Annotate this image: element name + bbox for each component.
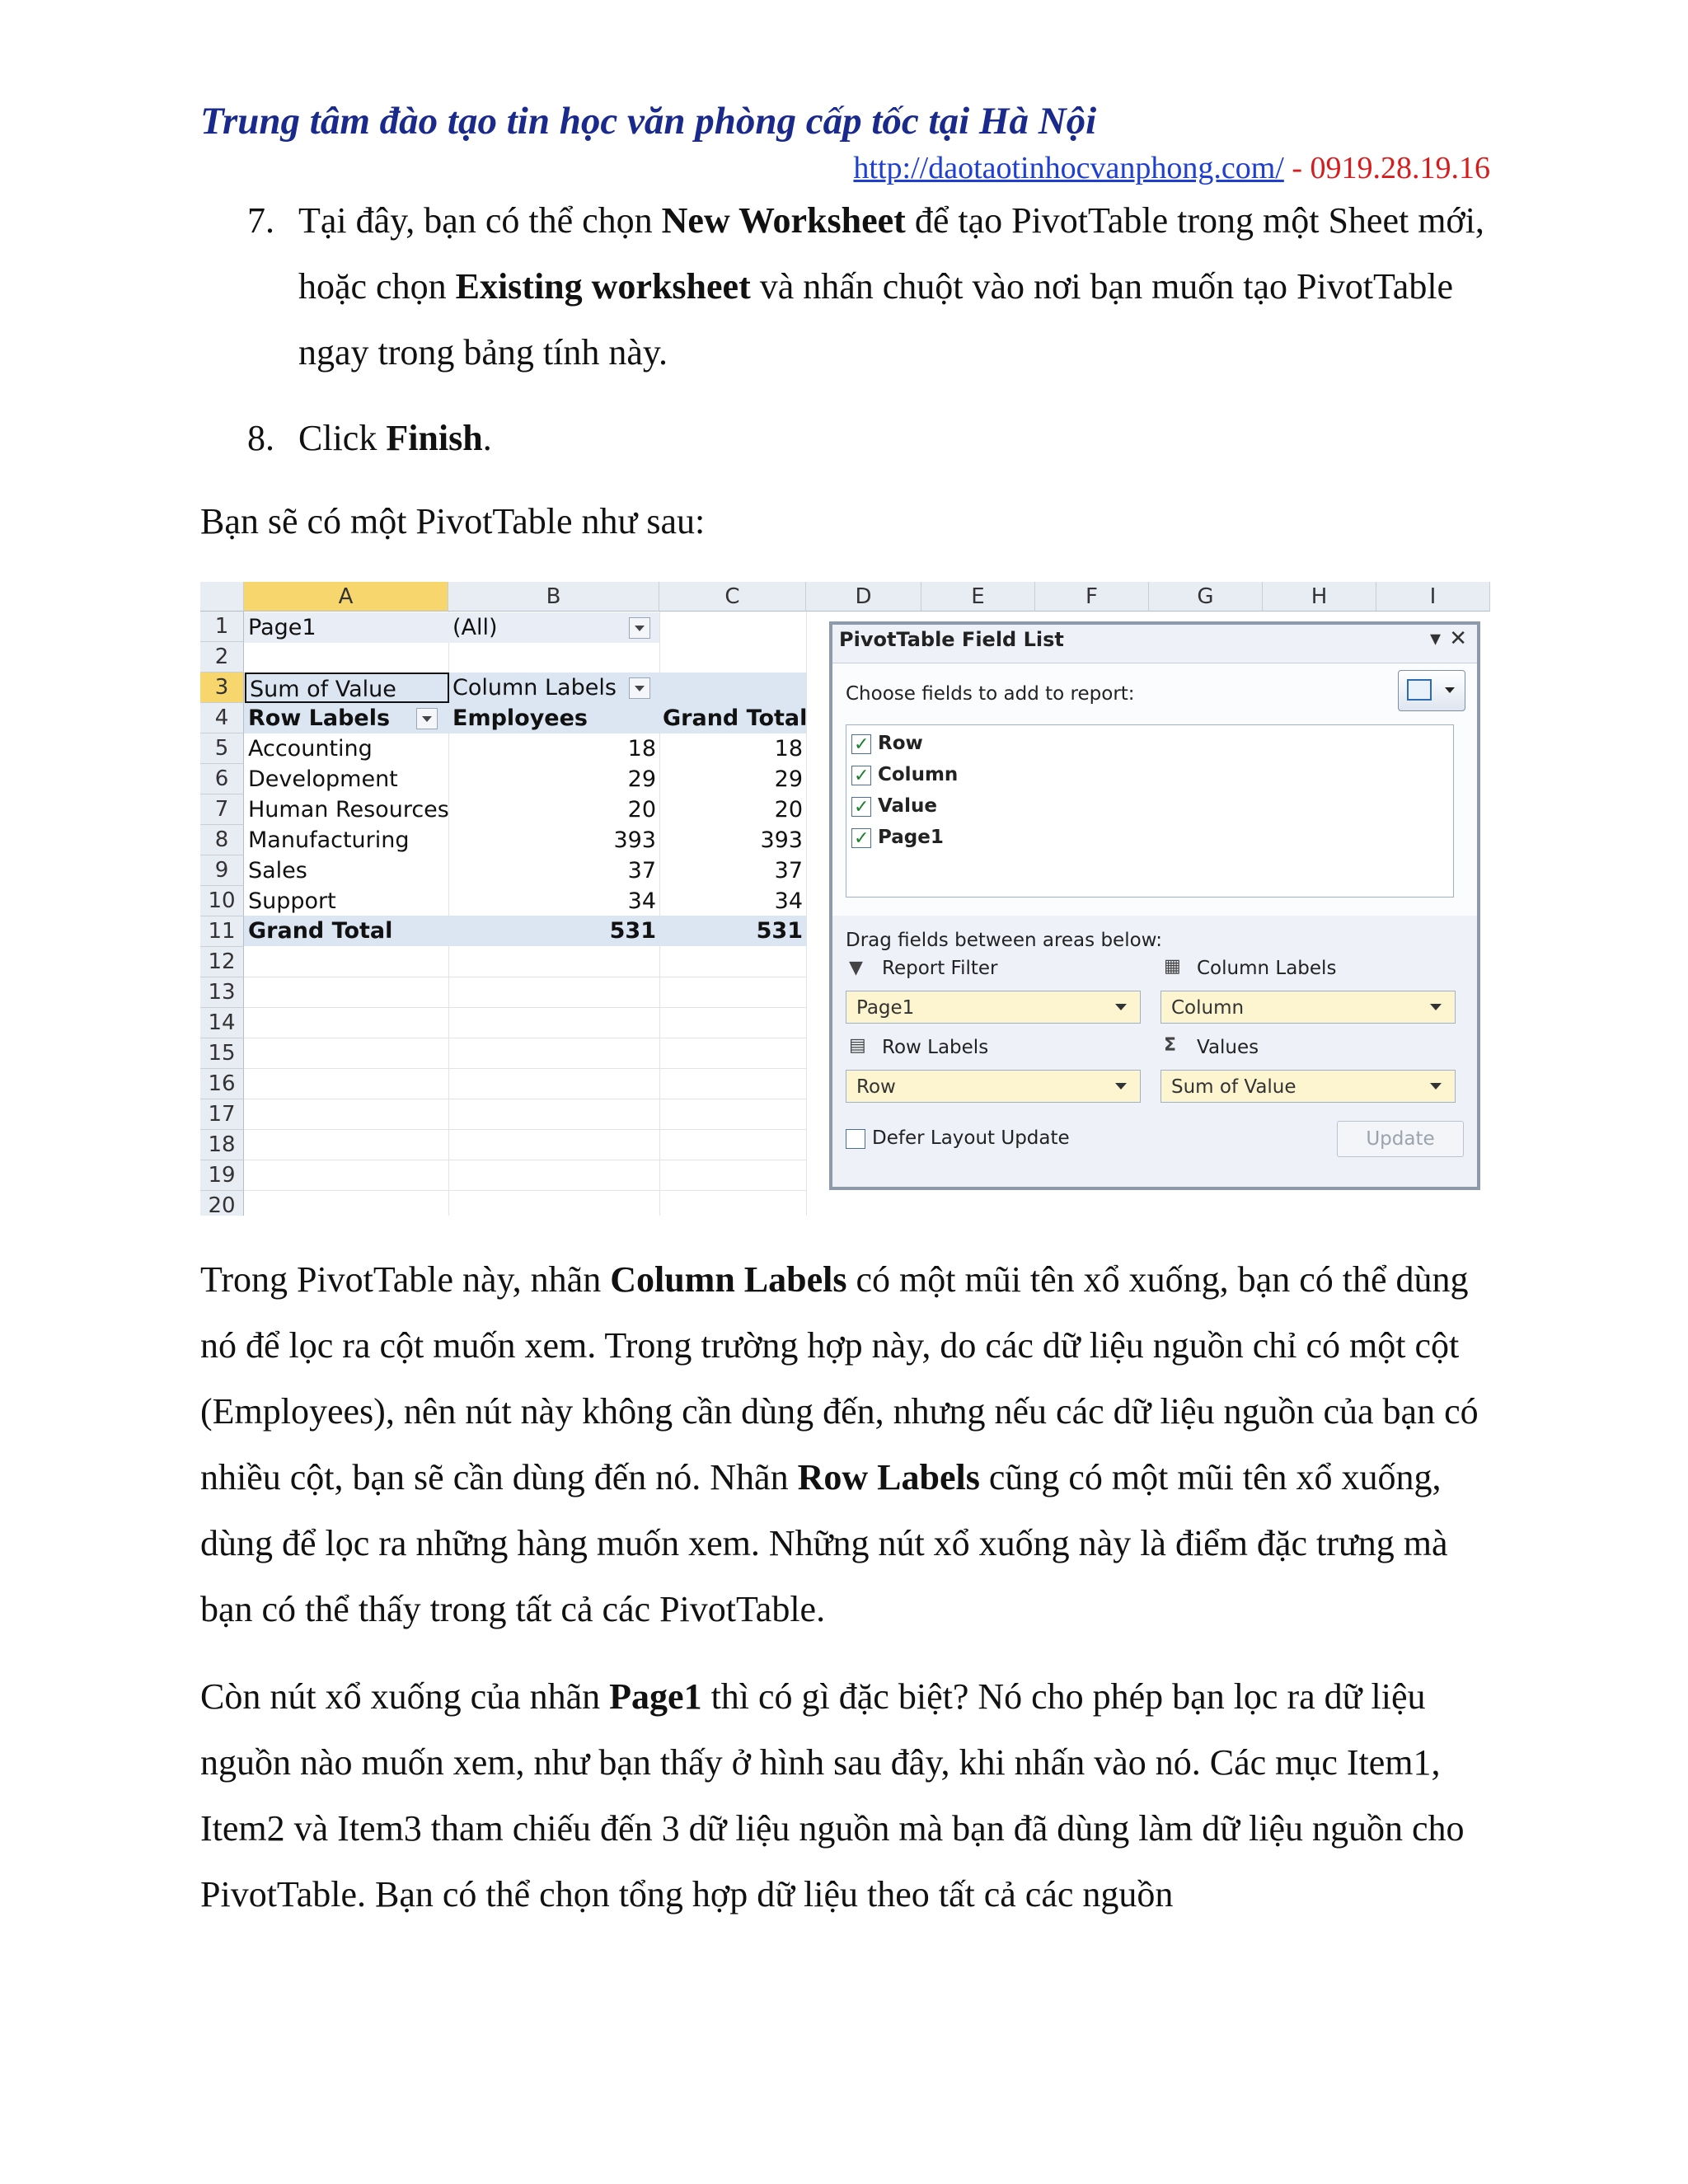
sigma-icon: Σ [1164, 1035, 1177, 1056]
grid-line [244, 1068, 806, 1069]
row-header[interactable]: 5 [200, 733, 244, 764]
paragraph-text: Còn nút xổ xuống của nhãn [200, 1676, 610, 1717]
field-name: Column [878, 764, 959, 785]
row-header[interactable]: 9 [200, 855, 244, 886]
page-title: Trung tâm đào tạo tin học văn phòng cấp tốc tại Hà Nội [200, 100, 1097, 143]
step-8 [247, 405, 1490, 471]
row-header[interactable]: 18 [200, 1130, 244, 1160]
row-labels-header: Row Labels [248, 705, 391, 731]
field-name: Row [878, 733, 923, 754]
bold-row-labels: Row Labels [797, 1457, 980, 1497]
row-header[interactable]: 10 [200, 886, 244, 916]
row-header[interactable]: 16 [200, 1069, 244, 1099]
row-label: Development [248, 766, 398, 792]
employees-value: 29 [627, 766, 656, 792]
column-header[interactable]: I [1376, 582, 1490, 612]
grand-total-employees: 531 [609, 918, 656, 944]
step-text [298, 405, 1490, 471]
row-label: Accounting [248, 736, 373, 762]
values-dropdown[interactable]: Sum of Value [1160, 1070, 1456, 1103]
sum-of-value-cell[interactable]: Sum of Value [245, 673, 449, 703]
field-name: Page1 [878, 827, 944, 848]
total-value: 34 [774, 888, 803, 914]
row-header[interactable]: 1 [200, 612, 244, 642]
row-header[interactable]: 8 [200, 825, 244, 855]
paragraph-page1 [200, 1664, 1490, 1928]
row-labels-dropdown[interactable]: Row [846, 1070, 1141, 1103]
row-header[interactable]: 4 [200, 703, 244, 733]
row-header[interactable]: 6 [200, 764, 244, 794]
column-labels-dropdown-icon[interactable] [629, 677, 650, 699]
step-bold-finish: Finish [386, 418, 483, 458]
row-header[interactable]: 3 [200, 673, 244, 703]
step-7 [247, 188, 1490, 386]
total-value: 393 [760, 827, 803, 853]
filter-dropdown-icon[interactable] [629, 617, 650, 639]
phone-number: 0919.28.19.16 [1310, 151, 1490, 185]
grand-total-label: Grand Total [248, 918, 393, 944]
step-bold-existing-worksheet: Existing worksheet [455, 266, 751, 307]
checkbox-icon[interactable] [851, 766, 871, 785]
step-number: 7. [247, 200, 274, 241]
intro-text: Bạn sẽ có một PivotTable như sau: [200, 501, 706, 541]
column-labels-icon: ▦ [1164, 956, 1181, 977]
row-header[interactable]: 15 [200, 1038, 244, 1069]
employees-value: 37 [627, 858, 656, 883]
row-header[interactable]: 19 [200, 1160, 244, 1191]
field-section [832, 663, 1477, 916]
row-labels-area-label: Row Labels [882, 1037, 989, 1058]
row-label: Sales [248, 858, 307, 883]
row-header[interactable]: 13 [200, 977, 244, 1008]
row-label: Support [248, 888, 336, 914]
checkbox-icon[interactable] [851, 797, 871, 817]
grid-line [244, 1129, 806, 1130]
field-item-page1[interactable] [851, 823, 944, 852]
website-link[interactable]: http://daotaotinhocvanphong.com/ [853, 151, 1284, 185]
corner-cell [200, 582, 244, 612]
employees-value: 18 [627, 736, 656, 762]
bold-column-labels: Column Labels [610, 1259, 847, 1300]
column-header[interactable]: A [244, 582, 448, 612]
column-header[interactable]: B [448, 582, 659, 612]
defer-layout-label: Defer Layout Update [872, 1127, 1070, 1149]
paragraph-text: cũng có một mũi tên xổ xuống, dùng để lọc ra những hàng muốn xem. Những nút xổ xuống này là điểm đặc trưng mà bạn có thể thấy trong tất cả các PivotTable. [200, 1457, 1448, 1629]
column-labels-header: Column Labels [452, 675, 617, 701]
report-filter-dropdown[interactable]: Page1 [846, 991, 1141, 1024]
pivot-field-list-panel [829, 621, 1480, 1190]
bold-page1: Page1 [609, 1676, 702, 1717]
grid-line [244, 1007, 806, 1008]
total-value: 37 [774, 858, 803, 883]
report-filter-label: Report Filter [882, 958, 998, 979]
grand-total-value: 531 [756, 918, 803, 944]
filter-icon: ▼ [849, 958, 863, 978]
employees-value: 20 [627, 797, 656, 823]
column-header[interactable]: H [1263, 582, 1376, 612]
step-number: 8. [247, 418, 274, 458]
layout-icon [1407, 679, 1432, 701]
panel-menu-icon[interactable]: ▾ [1429, 626, 1441, 651]
step-text-part: Click [298, 418, 387, 458]
employees-value: 34 [627, 888, 656, 914]
field-item-column[interactable] [851, 760, 958, 790]
defer-layout-option[interactable] [846, 1127, 1070, 1149]
filter-label: Page1 [248, 615, 316, 640]
step-text-part: . [482, 418, 492, 458]
values-area-label: Values [1197, 1037, 1259, 1058]
step-bold-new-worksheet: New Worksheet [661, 200, 906, 241]
chevron-down-icon [1445, 687, 1455, 693]
checkbox-icon[interactable] [851, 734, 871, 754]
field-item-value[interactable] [851, 791, 937, 821]
step-text-part: và nhấn chuột vào nơi bạn muốn tạo PivotTable ngay trong bảng tính này. [298, 266, 1454, 373]
step-text-part: Tại đây, bạn có thể chọn [298, 200, 662, 241]
choose-fields-label: Choose fields to add to report: [846, 683, 1135, 705]
pivot-screenshot [200, 582, 1490, 1216]
filter-value: (All) [452, 615, 498, 640]
row-label: Human Resources [248, 797, 449, 823]
column-header[interactable]: E [921, 582, 1035, 612]
total-value: 20 [774, 797, 803, 823]
separator: - [1283, 151, 1311, 185]
row-header[interactable]: 17 [200, 1099, 244, 1130]
layout-options-button[interactable] [1398, 670, 1465, 711]
row-label: Manufacturing [248, 827, 410, 853]
field-item-row[interactable] [851, 729, 923, 758]
row-header[interactable]: 20 [200, 1191, 244, 1216]
step-text [298, 188, 1490, 386]
row-header[interactable]: 7 [200, 794, 244, 825]
paragraph-text: có một mũi tên xổ xuống, bạn có thể dùng nó để lọc ra cột muốn xem. Trong trường hợp này, do các dữ liệu nguồn chỉ có một cột (Employees), nên nút này không cần dùng đến, nhưng nếu các dữ liệu nguồn của bạn có nhiều cột, bạn sẽ cần dùng đến nó. Nhãn [200, 1259, 1479, 1497]
employees-header: Employees [452, 705, 588, 731]
field-list-box [846, 724, 1454, 898]
column-header[interactable]: F [1035, 582, 1149, 612]
close-icon[interactable]: ✕ [1449, 626, 1467, 651]
total-value: 29 [774, 766, 803, 792]
column-labels-dropdown[interactable]: Column [1160, 991, 1456, 1024]
panel-title: PivotTable Field List [839, 628, 1064, 651]
row-header[interactable]: 14 [200, 1008, 244, 1038]
grid-line [244, 1190, 806, 1191]
row-header[interactable]: 2 [200, 642, 244, 673]
row-labels-dropdown-icon[interactable] [416, 708, 438, 729]
checkbox-icon[interactable] [851, 828, 871, 848]
column-header[interactable]: G [1149, 582, 1263, 612]
column-labels-area-label: Column Labels [1197, 958, 1337, 979]
paragraph-column-labels [200, 1247, 1490, 1643]
paragraph-text: Trong PivotTable này, nhãn [200, 1259, 611, 1300]
grand-total-header: Grand Total [663, 705, 808, 731]
update-button[interactable]: Update [1337, 1121, 1464, 1157]
paragraph-text: thì có gì đặc biệt? Nó cho phép bạn lọc ra dữ liệu nguồn nào muốn xem, như bạn thấy ở hình sau đây, khi nhấn vào nó. Các mục Item1, Item2 và Item3 tham chiếu đến 3 dữ liệu nguồn mà bạn đã dùng làm dữ liệu nguồn cho PivotTable. Bạn có thể chọn tổng hợp dữ liệu theo tất cả các nguồn [200, 1676, 1465, 1915]
grid-line [806, 612, 807, 1216]
field-name: Value [878, 795, 937, 817]
column-header[interactable]: D [806, 582, 921, 612]
column-header[interactable]: C [659, 582, 806, 612]
row-labels-icon: ▤ [849, 1035, 866, 1056]
contact-line [853, 150, 1490, 186]
checkbox-icon[interactable] [846, 1129, 865, 1149]
total-value: 18 [774, 736, 803, 762]
row-header[interactable]: 12 [200, 947, 244, 977]
row-header[interactable]: 11 [200, 916, 244, 947]
employees-value: 393 [613, 827, 656, 853]
drag-fields-label: Drag fields between areas below: [846, 930, 1162, 951]
step-text-part: để tạo PivotTable trong một Sheet mới, hoặc chọn [298, 200, 1484, 307]
